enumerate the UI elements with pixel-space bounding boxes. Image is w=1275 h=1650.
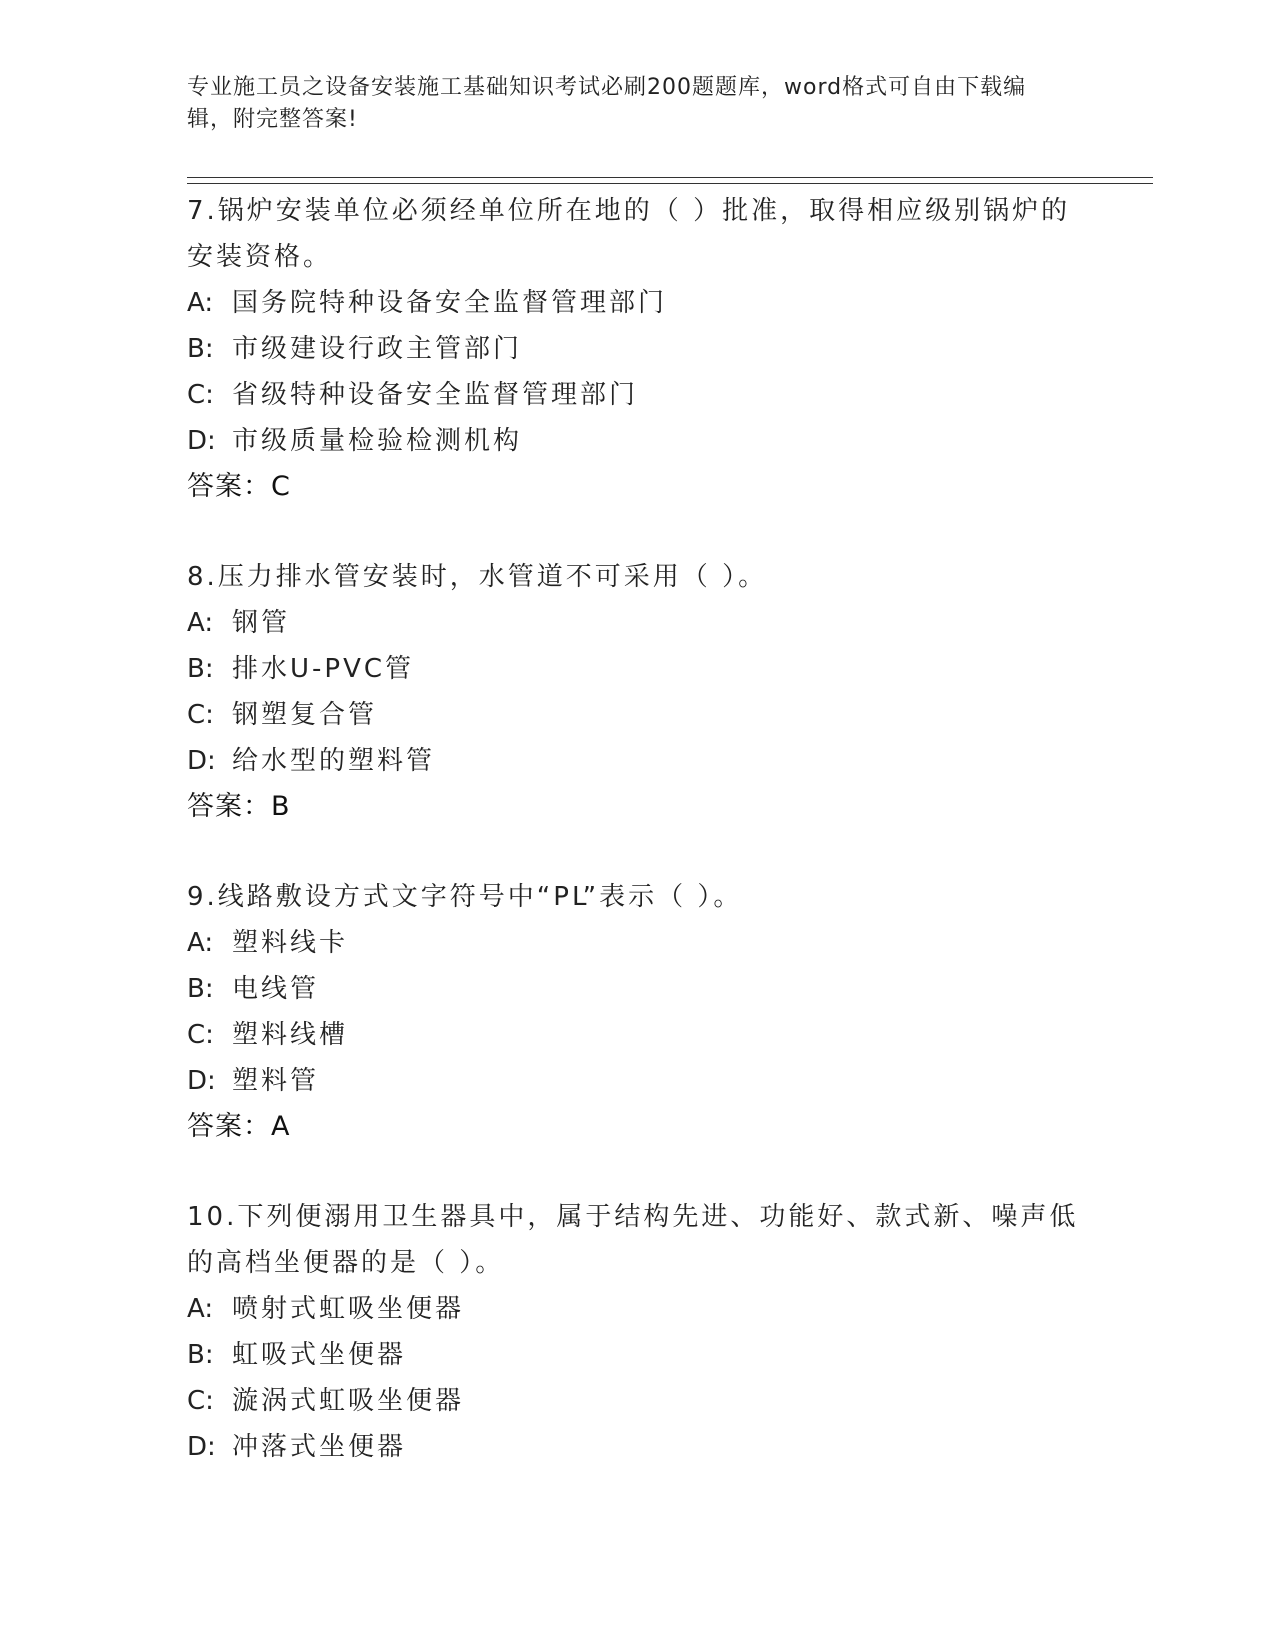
- option-text: 塑料线槽: [232, 1020, 349, 1050]
- option-text: 喷射式虹吸坐便器: [232, 1294, 465, 1324]
- option-text: 漩涡式虹吸坐便器: [232, 1386, 465, 1416]
- question-text: 7.锅炉安装单位必须经单位所在地的（ ）批准，取得相应级别锅炉的安装资格。: [187, 196, 1071, 272]
- option-key: A:: [187, 288, 214, 318]
- option-c: [187, 692, 1147, 738]
- option-key: C:: [187, 1020, 214, 1050]
- option-key: B:: [187, 1340, 214, 1370]
- option-text: 钢塑复合管: [232, 700, 378, 730]
- header-rule-bottom: [187, 183, 1153, 184]
- option-b: [187, 326, 1147, 372]
- option-key: C:: [187, 1386, 214, 1416]
- option-text: 省级特种设备安全监督管理部门: [232, 380, 639, 410]
- question-7: [187, 188, 1147, 510]
- option-key: A:: [187, 928, 214, 958]
- answer-label: 答案：A: [187, 1111, 291, 1142]
- option-key: B:: [187, 654, 214, 684]
- answer-label: 答案：C: [187, 471, 291, 502]
- option-key: A:: [187, 608, 214, 638]
- option-key: C:: [187, 380, 214, 410]
- option-a: [187, 920, 1147, 966]
- option-key: D:: [187, 426, 216, 456]
- option-text: 国务院特种设备安全监督管理部门: [232, 288, 668, 318]
- option-key: B:: [187, 974, 214, 1004]
- option-text: 给水型的塑料管: [232, 746, 436, 776]
- answer-label: 答案：B: [187, 791, 291, 822]
- option-text: 虹吸式坐便器: [232, 1340, 407, 1370]
- option-key: D:: [187, 746, 216, 776]
- question-10: [187, 1194, 1147, 1470]
- question-text: 9.线路敷设方式文字符号中“PL”表示（ ）。: [187, 882, 743, 912]
- option-text: 冲落式坐便器: [232, 1432, 407, 1462]
- option-d: [187, 1424, 1147, 1470]
- option-key: C:: [187, 700, 214, 730]
- header-rule-top: [187, 177, 1153, 178]
- option-text: 钢管: [232, 608, 291, 638]
- option-text: 电线管: [232, 974, 320, 1004]
- document-header: 专业施工员之设备安装施工基础知识考试必刷200题题库，word格式可自由下载编辑，附完整答案!: [187, 75, 1027, 132]
- option-text: 排水U-PVC管: [232, 654, 415, 684]
- option-a: [187, 280, 1147, 326]
- question-text: 8.压力排水管安装时，水管道不可采用（ ）。: [187, 562, 768, 592]
- question-9: [187, 874, 1147, 1150]
- option-text: 市级建设行政主管部门: [232, 334, 523, 364]
- option-text: 塑料线卡: [232, 928, 349, 958]
- option-a: [187, 1286, 1147, 1332]
- option-a: [187, 600, 1147, 646]
- option-c: [187, 1378, 1147, 1424]
- option-text: 塑料管: [232, 1066, 320, 1096]
- option-d: [187, 418, 1147, 464]
- question-8: [187, 554, 1147, 830]
- option-key: B:: [187, 334, 214, 364]
- option-key: A:: [187, 1294, 214, 1324]
- option-d: [187, 1058, 1147, 1104]
- option-text: 市级质量检验检测机构: [232, 426, 523, 456]
- option-key: D:: [187, 1432, 216, 1462]
- option-b: [187, 646, 1147, 692]
- option-c: [187, 372, 1147, 418]
- option-key: D:: [187, 1066, 216, 1096]
- option-c: [187, 1012, 1147, 1058]
- question-text: 10.下列便溺用卫生器具中，属于结构先进、功能好、款式新、噪声低的高档坐便器的是（ ）。: [187, 1202, 1079, 1278]
- option-b: [187, 1332, 1147, 1378]
- question-list: [187, 188, 1147, 1470]
- option-d: [187, 738, 1147, 784]
- option-b: [187, 966, 1147, 1012]
